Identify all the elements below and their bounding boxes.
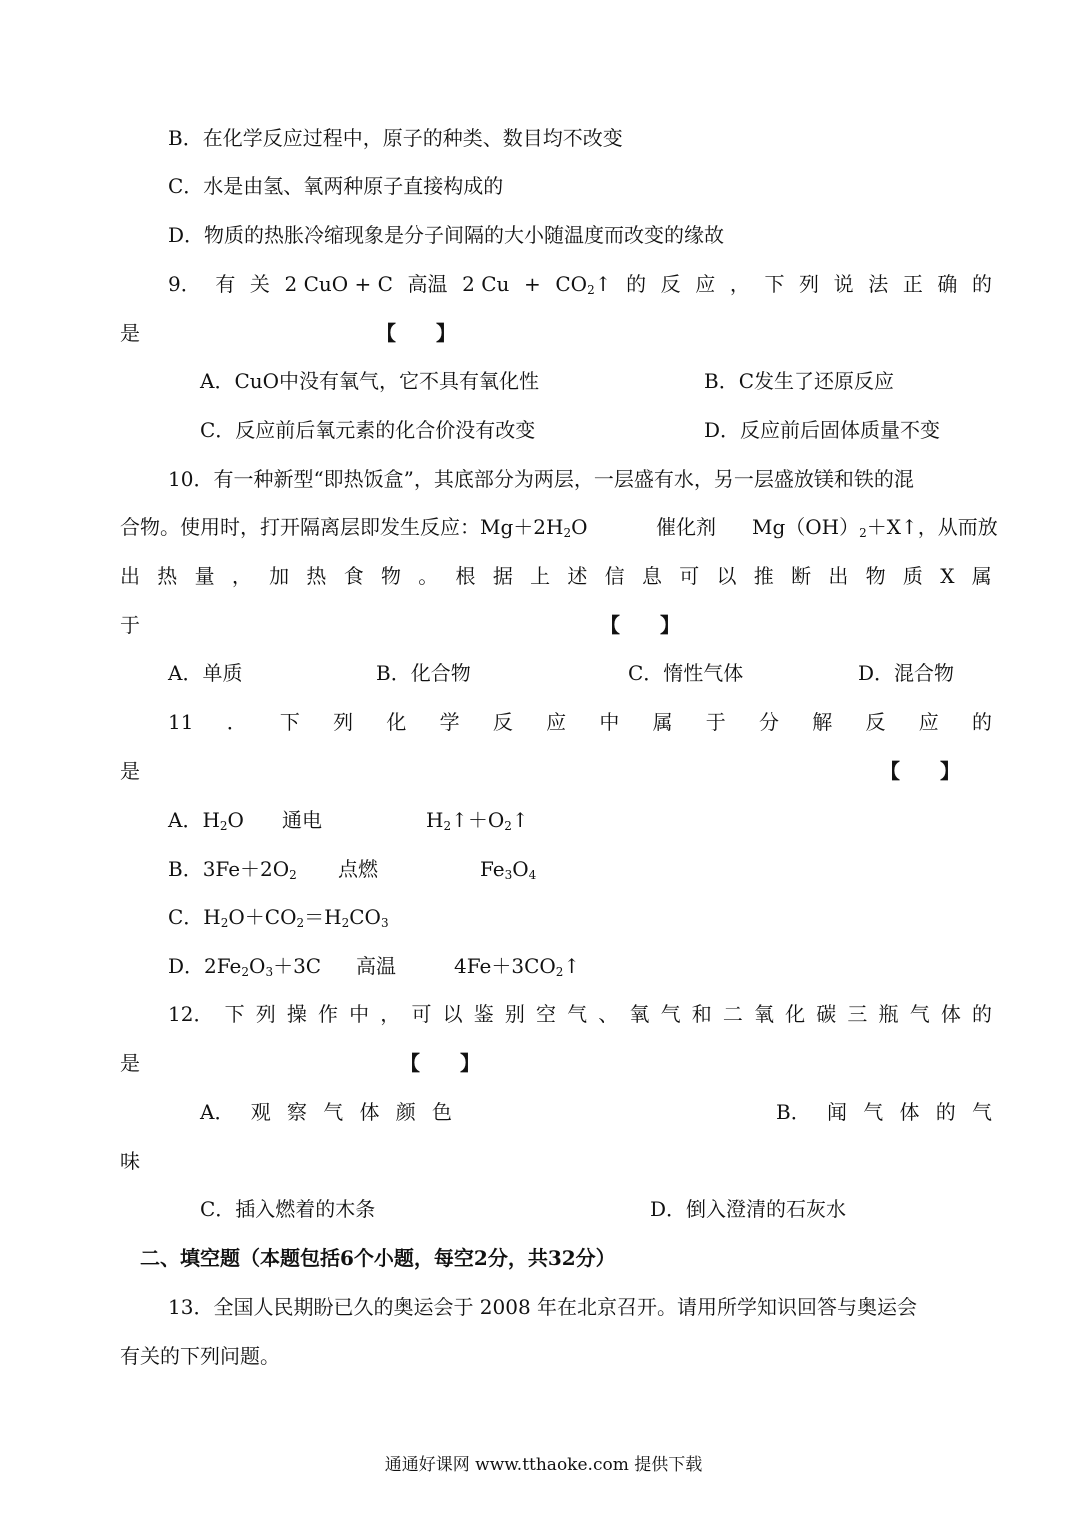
q9-product-co2: $CO_2↑$ [555,272,612,297]
q10-option-d: D．混合物 [858,661,955,685]
q10-stem-line4: 于 【 】 [120,610,992,640]
q12-option-b: B． 闻 气 体 的 气 [776,1100,992,1124]
q10-option-a: A．单质 [168,661,243,685]
q9-options-cd [200,415,992,445]
page-footer: 通通好课网 www.tthaoke.com 提供下载 [384,1455,703,1475]
q10-options [168,658,992,688]
q11-answer-bracket: 【 】 [880,759,960,783]
q9-reactants: 2 CuO + C [284,272,393,296]
q12-option-a: A． 观 察 气 体 颜 色 [200,1100,452,1124]
q8-option-d: D．物质的热胀冷缩现象是分子间隔的大小随温度而改变的缘故 [168,223,725,247]
q12-option-c: C．插入燃着的木条 [200,1197,376,1221]
q10-stem-line3: 出 热 量 ， 加 热 食 物 。 根 据 上 述 信 息 可 以 推 断 出 物 质 X 属 [120,564,992,588]
q11-b-condition: 点燃 [338,857,378,881]
q11-number: 11 [168,710,194,734]
q9-answer-bracket: 【 】 [376,321,456,345]
q13-stem-line2: 有关的下列问题。 [120,1344,280,1368]
q10-option-c: C．惰性气体 [628,661,744,685]
q9-stem-line2: 是 【 】 [120,318,992,348]
q10-answer-bracket: 【 】 [600,613,680,637]
q11-option-d: D．$2Fe_2O_3+3C$ 高温 $4Fe+3CO_2↑$ [168,951,992,981]
q9-option-a: A．CuO中没有氧气，它不具有氧化性 [200,369,540,393]
q10-stem-line1: 10．有一种新型“即热饭盒”，其底部分为两层，一层盛有水，另一层盛放镁和铁的混 [168,467,914,491]
q11-d-condition: 高温 [356,954,396,978]
q12-stem-line1: 12． 下 列 操 作 中 ， 可 以 鉴 别 空 气 、 氧 气 和 二 氧 化 碳 三 瓶 气 体 的 [168,999,992,1029]
q9-condition: 高温 [407,272,448,296]
q11-option-c: C．$H_2O+CO_2=H_2CO_3$ [168,905,389,930]
q9-option-b: B．C发生了还原反应 [704,369,894,393]
q11-option-a: A．$H_2O$ 通电 $H_2↑+O_2↑$ [168,805,992,835]
q12-option-b-tail: 味 [120,1149,140,1173]
q12-options-cd [200,1194,992,1224]
q9-number: 9． [168,272,201,296]
q8-option-c: C．水是由氢、氧两种原子直接构成的 [168,174,504,198]
q11-option-b: B．$3Fe+2O_2$ 点燃 $Fe_3O_4$ [168,854,992,884]
section-heading-fill-in: 二、填空题（本题包括6个小题，每空2分，共32分） [140,1246,616,1270]
q12-option-d: D．倒入澄清的石灰水 [650,1197,847,1221]
q10-option-b: B．化合物 [376,661,471,685]
q10-catalyst-condition: 催化剂 [656,515,716,539]
q9-stem-line1: 9． 有 关 2 CuO + C 高温 2 Cu + $CO_2↑$ 的 反 应 ， 下 列 说 法 正 确 的 [168,269,992,299]
q13-stem-line1: 13．全国人民期盼已久的奥运会于 2008 年在北京召开。请用所学知识回答与奥运会 [168,1295,918,1319]
q11-stem-line2: 是 【 】 [120,756,992,786]
q12-number: 12． [168,1002,214,1026]
q9-option-d: D．反应前后固体质量不变 [704,418,941,442]
q9-option-c: C．反应前后氧元素的化合价没有改变 [200,418,536,442]
q8-option-b: B．在化学反应过程中，原子的种类、数目均不改变 [168,126,623,150]
q9-options-ab [200,366,992,396]
q12-answer-bracket: 【 】 [400,1051,480,1075]
q11-stem-line1: 11 ． 下 列 化 学 反 应 中 属 于 分 解 反 应 的 [168,707,992,737]
q11-a-condition: 通电 [282,808,322,832]
q9-product-cu: 2 Cu [462,272,510,296]
q12-stem-line2: 是 【 】 [120,1048,992,1078]
q10-stem-line2: 合物。使用时，打开隔离层即发生反应：$Mg+2H_2O$ 催化剂 $Mg(OH)_2+X↑$，从而放 [120,512,992,542]
